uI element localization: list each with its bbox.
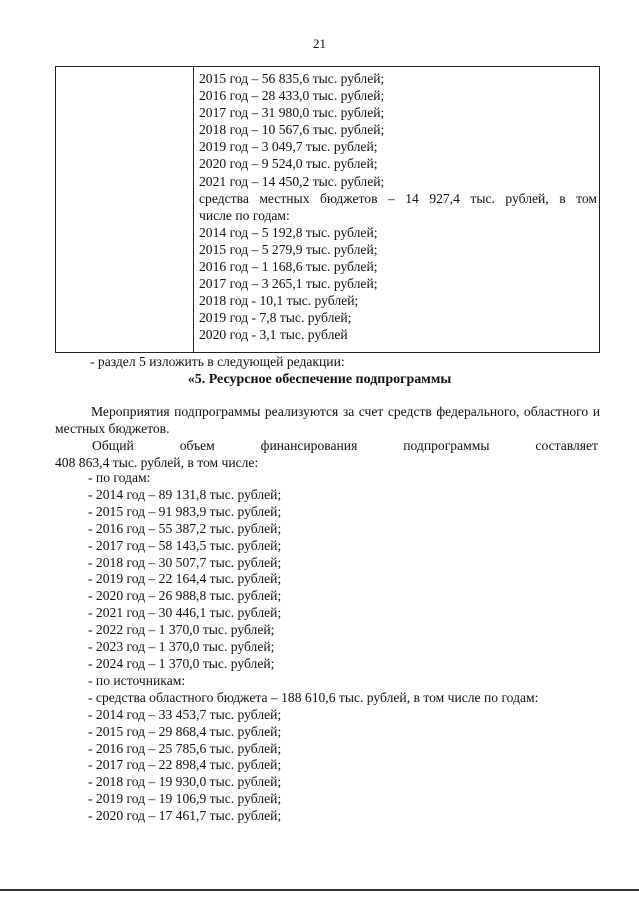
table-column-divider bbox=[193, 67, 194, 352]
list-item: - 2017 год – 58 143,5 тыс. рублей; bbox=[88, 537, 282, 553]
table-line: 2018 год – 10 567,6 тыс. рублей; bbox=[199, 122, 385, 138]
paragraph-total-line1: Общий объем финансирования подпрограммы составляет bbox=[92, 438, 598, 453]
table-line: числе по годам: bbox=[199, 207, 290, 223]
page-number: 21 bbox=[313, 36, 326, 51]
list-item: - 2019 год – 22 164,4 тыс. рублей; bbox=[88, 571, 282, 587]
list-item: - 2018 год – 30 507,7 тыс. рублей; bbox=[88, 554, 282, 570]
table-line: 2020 год – 9 524,0 тыс. рублей; bbox=[199, 156, 378, 172]
funding-list bbox=[88, 470, 538, 825]
table-line: 2015 год – 5 279,9 тыс. рублей; bbox=[199, 241, 378, 257]
list-item: - 2014 год – 33 453,7 тыс. рублей; bbox=[88, 706, 282, 722]
paragraph-funding-sources: Мероприятия подпрограммы реализуются за счет средств федерального, областного и местных бюджетов. bbox=[55, 404, 600, 436]
page-bottom-rule bbox=[0, 889, 639, 891]
list-item: - 2021 год – 30 446,1 тыс. рублей; bbox=[88, 605, 282, 621]
table-line: 2019 год - 7,8 тыс. рублей; bbox=[199, 310, 352, 326]
funding-table bbox=[55, 66, 600, 353]
list-item: - 2023 год – 1 370,0 тыс. рублей; bbox=[88, 639, 275, 655]
table-line: 2014 год – 5 192,8 тыс. рублей; bbox=[199, 224, 378, 240]
table-line: 2017 год – 31 980,0 тыс. рублей; bbox=[199, 105, 385, 121]
list-item: - по годам: bbox=[88, 470, 151, 485]
table-line: 2021 год – 14 450,2 тыс. рублей; bbox=[199, 173, 385, 189]
list-item: - 2017 год – 22 898,4 тыс. рублей; bbox=[88, 757, 282, 773]
list-item: - 2020 год – 26 988,8 тыс. рублей; bbox=[88, 588, 282, 604]
list-item: - 2015 год – 29 868,4 тыс. рублей; bbox=[88, 723, 282, 739]
table-line: 2020 год - 3,1 тыс. рублей bbox=[199, 327, 348, 343]
table-line: 2016 год – 1 168,6 тыс. рублей; bbox=[199, 259, 378, 275]
list-item: - 2016 год – 25 785,6 тыс. рублей; bbox=[88, 740, 282, 756]
list-item: - 2024 год – 1 370,0 тыс. рублей; bbox=[88, 655, 275, 671]
list-item: - по источникам: bbox=[88, 672, 186, 688]
list-item: - 2016 год – 55 387,2 тыс. рублей; bbox=[88, 520, 282, 536]
section-heading: «5. Ресурсное обеспечение подпрограммы bbox=[187, 372, 452, 387]
table-line: 2015 год – 56 835,6 тыс. рублей; bbox=[199, 71, 385, 86]
list-item: - 2014 год – 89 131,8 тыс. рублей; bbox=[88, 486, 282, 502]
table-line: 2017 год – 3 265,1 тыс. рублей; bbox=[199, 276, 378, 292]
paragraph-total-line2: 408 863,4 тыс. рублей, в том числе: bbox=[55, 455, 259, 470]
list-item: - 2019 год – 19 106,9 тыс. рублей; bbox=[88, 791, 282, 807]
table-cell-content bbox=[199, 70, 597, 344]
table-line: 2016 год – 28 433,0 тыс. рублей; bbox=[199, 88, 385, 104]
list-item: - 2022 год – 1 370,0 тыс. рублей; bbox=[88, 622, 275, 638]
amendment-note: - раздел 5 изложить в следующей редакции: bbox=[90, 354, 345, 369]
list-item: - 2018 год – 19 930,0 тыс. рублей; bbox=[88, 774, 282, 790]
list-item: - средства областного бюджета – 188 610,6 тыс. рублей, в том числе по годам: bbox=[88, 689, 539, 705]
list-item: - 2020 год – 17 461,7 тыс. рублей; bbox=[88, 808, 282, 824]
table-line: 2019 год – 3 049,7 тыс. рублей; bbox=[199, 139, 378, 155]
table-line: 2018 год - 10,1 тыс. рублей; bbox=[199, 293, 359, 309]
table-line: средства местных бюджетов – 14 927,4 тыс. рублей, в том bbox=[199, 190, 597, 206]
list-item: - 2015 год – 91 983,9 тыс. рублей; bbox=[88, 503, 282, 519]
